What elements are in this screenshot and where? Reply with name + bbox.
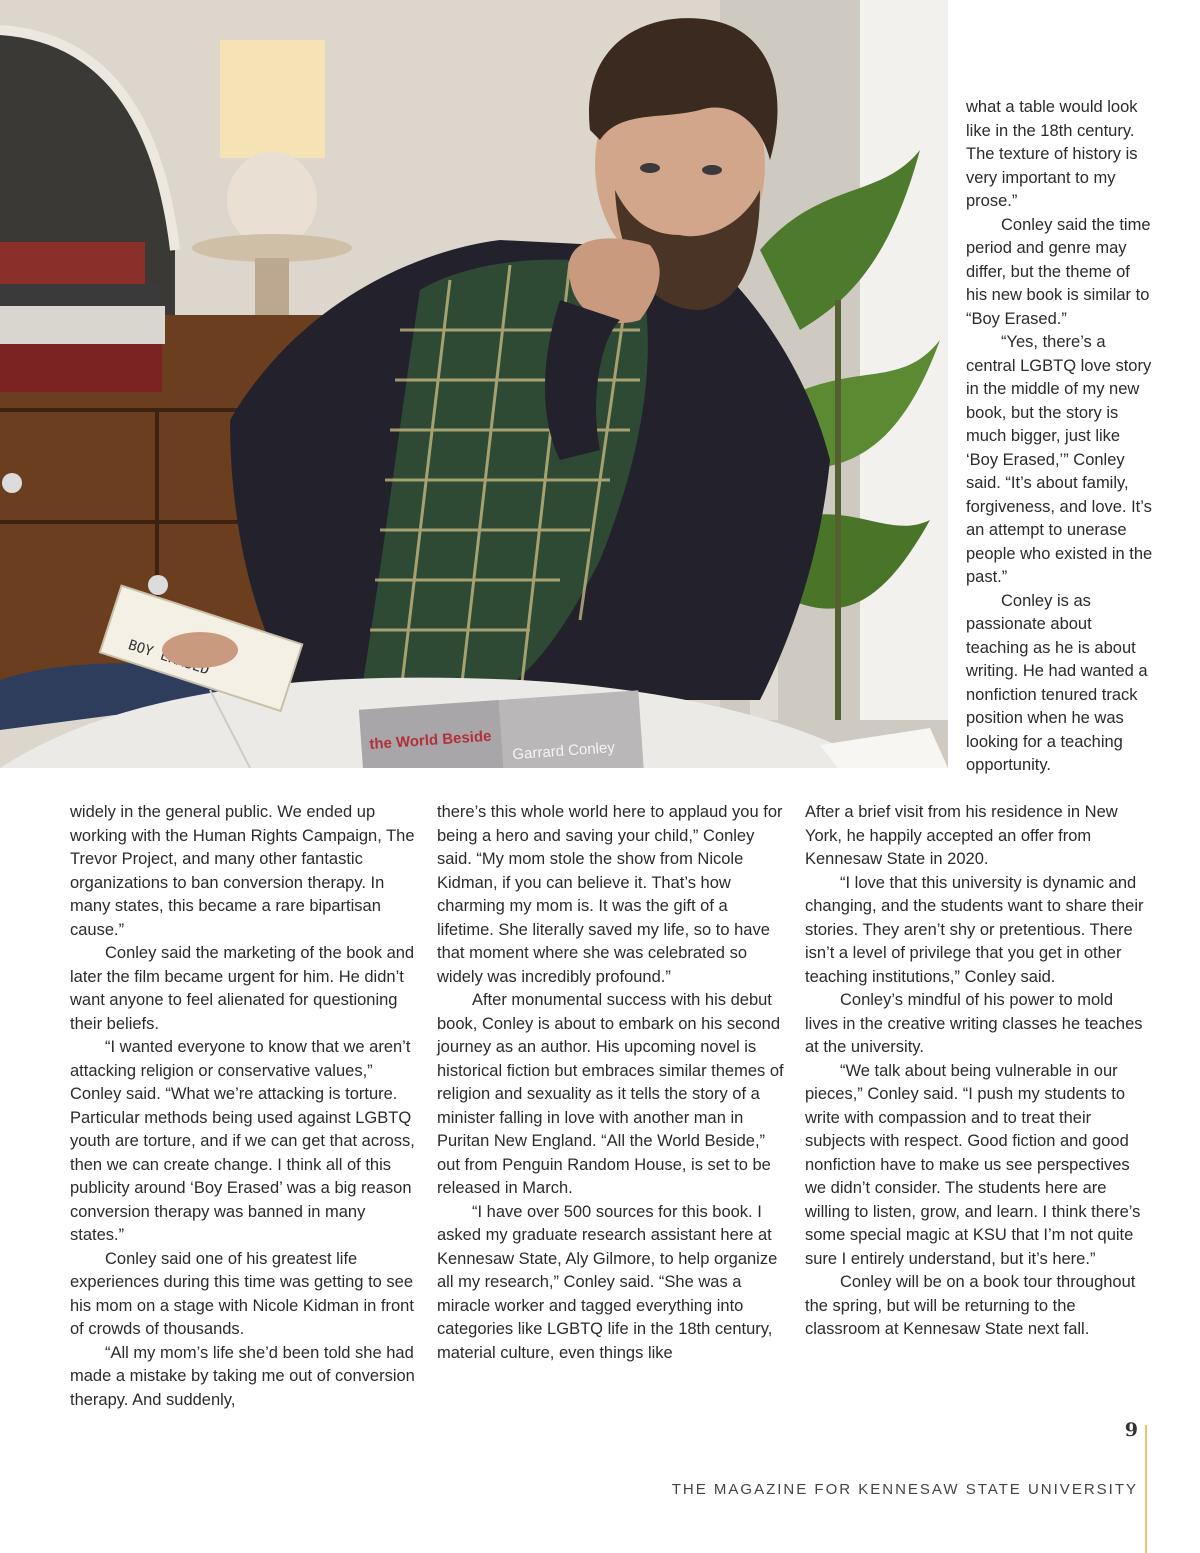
book-on-table-title: the World Beside: [368, 727, 492, 754]
body-paragraph: Conley will be on a book tour throughout the spring, but will be returning to the classroom at Kennesaw State next fall.: [805, 1273, 1136, 1338]
body-paragraph: “I love that this university is dynamic and changing, and the students want to share their stories. They aren’t shy or pretentious. There isn’t a level of privilege that you get in other teaching institutions,” Conley said.: [805, 873, 1144, 986]
body-paragraph: “Yes, there’s a central LGBTQ love story in the middle of my new book, but the story is much bigger, just like ‘Boy Erased,’” Conley said. “It’s about family, forgiveness, and love. It’s an attempt to unerase people who existed in the past.”: [966, 333, 1153, 586]
book-on-table-author: Garrard Conley: [511, 739, 616, 764]
article-column-1: [70, 801, 418, 1412]
article-column-3: [805, 801, 1150, 1342]
body-paragraph: “All my mom’s life she’d been told she had made a mistake by taking me out of conversion therapy. And suddenly,: [70, 1343, 415, 1409]
body-paragraph: widely in the general public. We ended up working with the Human Rights Campaign, The Trevor Project, and many other fantastic organizations to ban conversion therapy. In many states, this became a rare bipartisan cause.”: [70, 803, 415, 939]
magazine-name: THE MAGAZINE FOR KENNESAW STATE UNIVERSITY: [671, 1481, 1138, 1498]
body-paragraph: After a brief visit from his residence in New York, he happily accepted an offer from Kennesaw State in 2020.: [805, 803, 1118, 868]
body-paragraph: Conley said the time period and genre may differ, but the theme of his new book is similar to “Boy Erased.”: [966, 215, 1151, 328]
body-paragraph: “I wanted everyone to know that we aren’t attacking religion or conservative values,” Conley said. “What we’re attacking is torture. Particular methods being used against LGBTQ youth are torture, and if we can get that across, then we can create change. I think all of this publicity around ‘Boy Erased’ was a big reason conversion therapy was banned in many states.”: [70, 1038, 415, 1244]
body-paragraph: “I have over 500 sources for this book. I asked my graduate research assistant here at Kennesaw State, Aly Gilmore, to help organize all my research,” Conley said. “She was a miracle worker and tagged everything into categories like LGBTQ life in the 18th century, material culture, even things like: [437, 1202, 778, 1362]
body-paragraph: there’s this whole world here to applaud you for being a hero and saving your child,” Conley said. “My mom stole the show from Nicole Kidman, if you can believe it. That’s how charming my mom is. It was the gift of a lifetime. She literally saved my life, so to have that moment where she was celebrated so widely was incredibly profound.”: [437, 803, 783, 986]
body-paragraph: Conley is as passionate about teaching as he is about writing. He had wanted a nonfiction tenured track position when he was looking for a teaching opportunity.: [966, 591, 1148, 774]
author-portrait-illustration: [0, 0, 948, 768]
body-paragraph: what a table would look like in the 18th century. The texture of history is very important to my prose.”: [966, 98, 1138, 210]
article-column-2: [437, 801, 785, 1365]
body-paragraph: After monumental success with his debut book, Conley is about to embark on his second journey as an author. His upcoming novel is historical fiction but embraces similar themes of religion and sexuality as it tells the story of a minister falling in love with another man in Puritan New England. “All the World Beside,” out from Penguin Random House, is set to be released in March.: [437, 991, 784, 1197]
body-paragraph: Conley’s mindful of his power to mold lives in the creative writing classes he teaches at the university.: [805, 991, 1143, 1056]
page-number: 9: [1124, 1419, 1138, 1441]
accent-rule: [1145, 1425, 1147, 1553]
sidebar-column: [966, 96, 1154, 778]
feature-photo: [0, 0, 948, 768]
body-paragraph: “We talk about being vulnerable in our pieces,” Conley said. “I push my students to write with compassion and to treat their subjects with respect. Good fiction and good nonfiction have to make us see perspectives we didn’t consider. The students here are willing to listen, grow, and learn. I think there’s some special magic at KSU that I’m not quite sure I entirely understand, but it’s here.”: [805, 1061, 1141, 1268]
body-paragraph: Conley said one of his greatest life experiences during this time was getting to see his mom on a stage with Nicole Kidman in front of crowds of thousands.: [70, 1249, 414, 1338]
book-in-hand-title: BOY: [126, 637, 156, 661]
body-paragraph: Conley said the marketing of the book and later the film became urgent for him. He didn’t want anyone to feel alienated for questioning their beliefs.: [70, 944, 415, 1033]
